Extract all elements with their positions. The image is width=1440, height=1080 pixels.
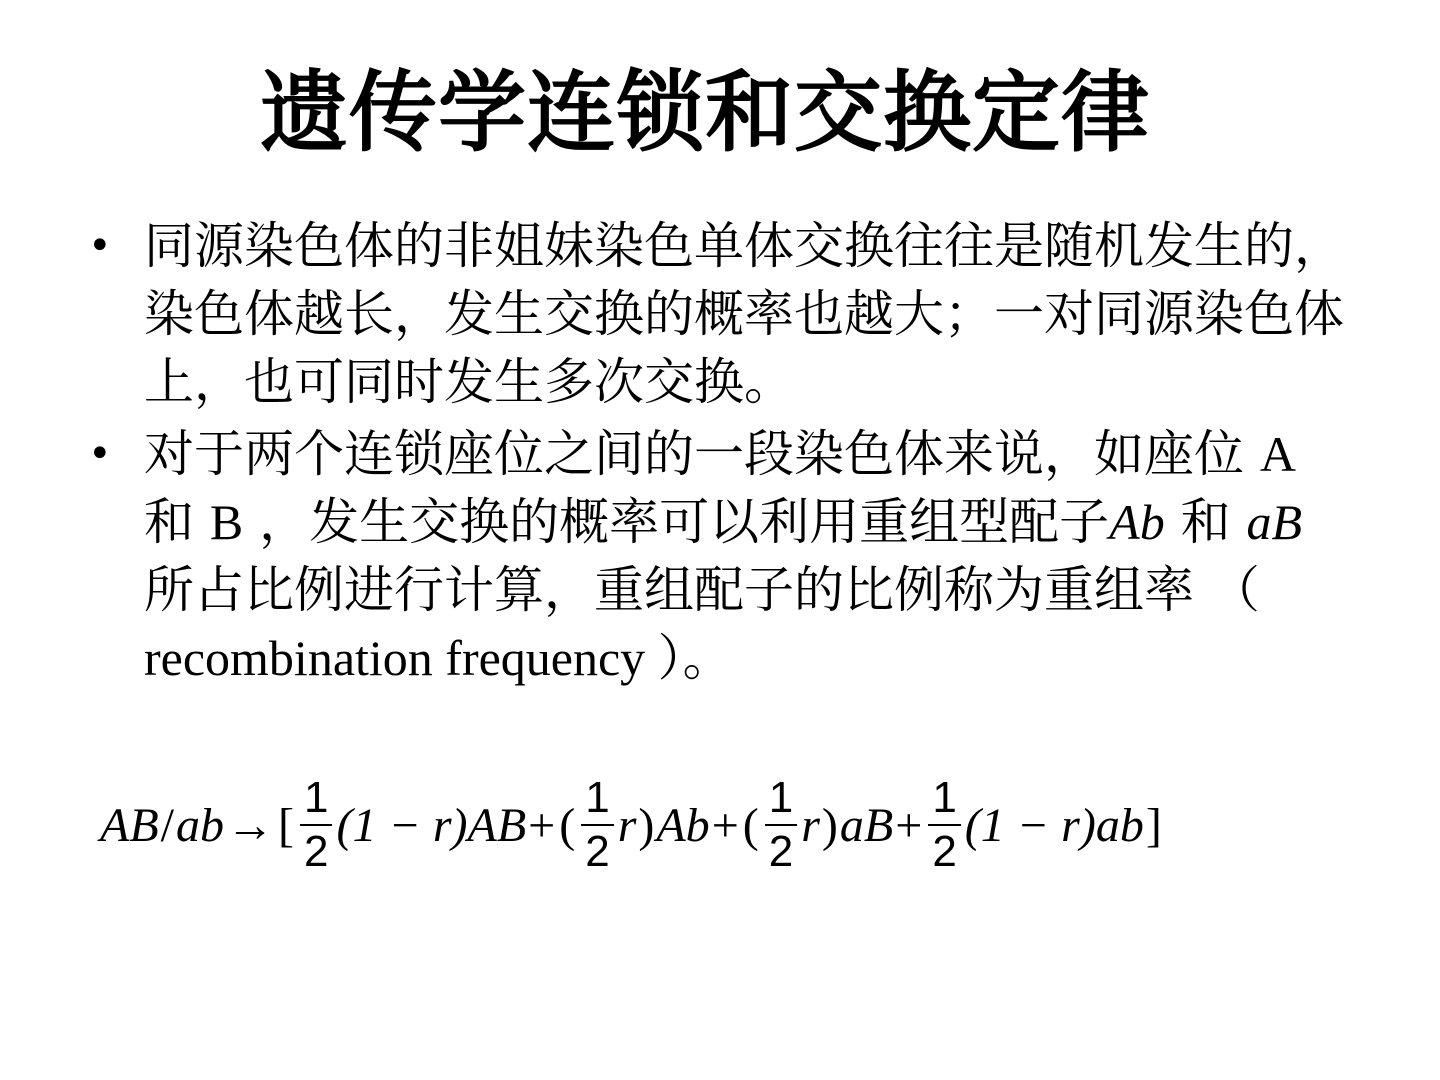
formula-lhs: AB [100, 798, 159, 852]
fraction-half [581, 772, 613, 878]
formula-lhs2: ab [175, 798, 224, 852]
slide-title: 遗传学连锁和交换定律 [259, 61, 1150, 164]
gamete-ab-upper-b: Ab [1109, 494, 1165, 550]
formula-plus: + [711, 798, 739, 852]
bullet-2-text-part1: 对于两个连锁座位之间的一段染色体来说，如座位 [144, 425, 1260, 483]
formula-open-paren: ( [742, 798, 759, 852]
fraction-denominator: 2 [303, 827, 329, 876]
formula-close-paren: ) [821, 798, 838, 852]
formula-slash: / [160, 798, 174, 852]
bullet-dot-icon: • [88, 431, 112, 477]
fraction-denominator: 2 [768, 827, 794, 876]
bullet-item-1 [88, 212, 1348, 416]
fraction-numerator: 1 [928, 772, 960, 826]
formula-arrow: → [225, 798, 274, 852]
formula-open-bracket: [ [277, 798, 294, 852]
bullet-1-text: 同源染色体的非姐妹染色单体交换往往是随机发生的，染色体越长，发生交换的概率也越大；一对同源染色体上，也可同时发生多次交换。 [144, 217, 1344, 411]
formula-r: r [801, 798, 820, 852]
fraction-denominator: 2 [585, 827, 610, 876]
formula-term4: (1 − r) [964, 798, 1096, 852]
bullet-2-text-part5: 所占比例进行计算，重组配子的比例称为重组率 （ [144, 561, 1260, 619]
bullet-item-2 [88, 420, 1348, 692]
fraction-numerator: 1 [300, 772, 332, 826]
recombination-formula [100, 760, 1350, 890]
bullet-dot-icon: • [88, 223, 112, 269]
formula-plus: + [528, 798, 556, 852]
recombination-frequency-term: recombination frequency [144, 630, 658, 686]
formula-open-paren: ( [559, 798, 576, 852]
formula-close-bracket: ] [1145, 798, 1162, 852]
fraction-half [928, 772, 960, 878]
bullet-2-text-part2: 和 [144, 493, 210, 551]
bullet-2-text-part6: ）。 [657, 629, 733, 687]
formula-gamete-aB: aB [839, 798, 894, 852]
formula-term1: (1 − r) [336, 798, 468, 852]
formula-close-paren: ) [638, 798, 655, 852]
bullet-list [88, 212, 1348, 696]
formula-gamete-AB: AB [467, 798, 527, 852]
fraction-numerator: 1 [765, 772, 797, 826]
formula-plus: + [895, 798, 923, 852]
formula-gamete-ab: ab [1095, 798, 1144, 852]
formula-r: r [617, 798, 637, 852]
fraction-numerator: 1 [581, 772, 613, 826]
fraction-half [300, 772, 332, 878]
fraction-denominator: 2 [932, 827, 957, 876]
locus-b: B [209, 494, 244, 550]
gamete-ab-upper-a: aB [1246, 494, 1303, 550]
bullet-2-text-part4: 和 [1164, 493, 1247, 551]
bullet-2-text-part3: ，发生交换的概率可以利用重组型配子 [243, 493, 1110, 551]
fraction-half [765, 772, 797, 878]
locus-a: A [1259, 426, 1297, 482]
formula-gamete-Ab: Ab [656, 798, 710, 852]
